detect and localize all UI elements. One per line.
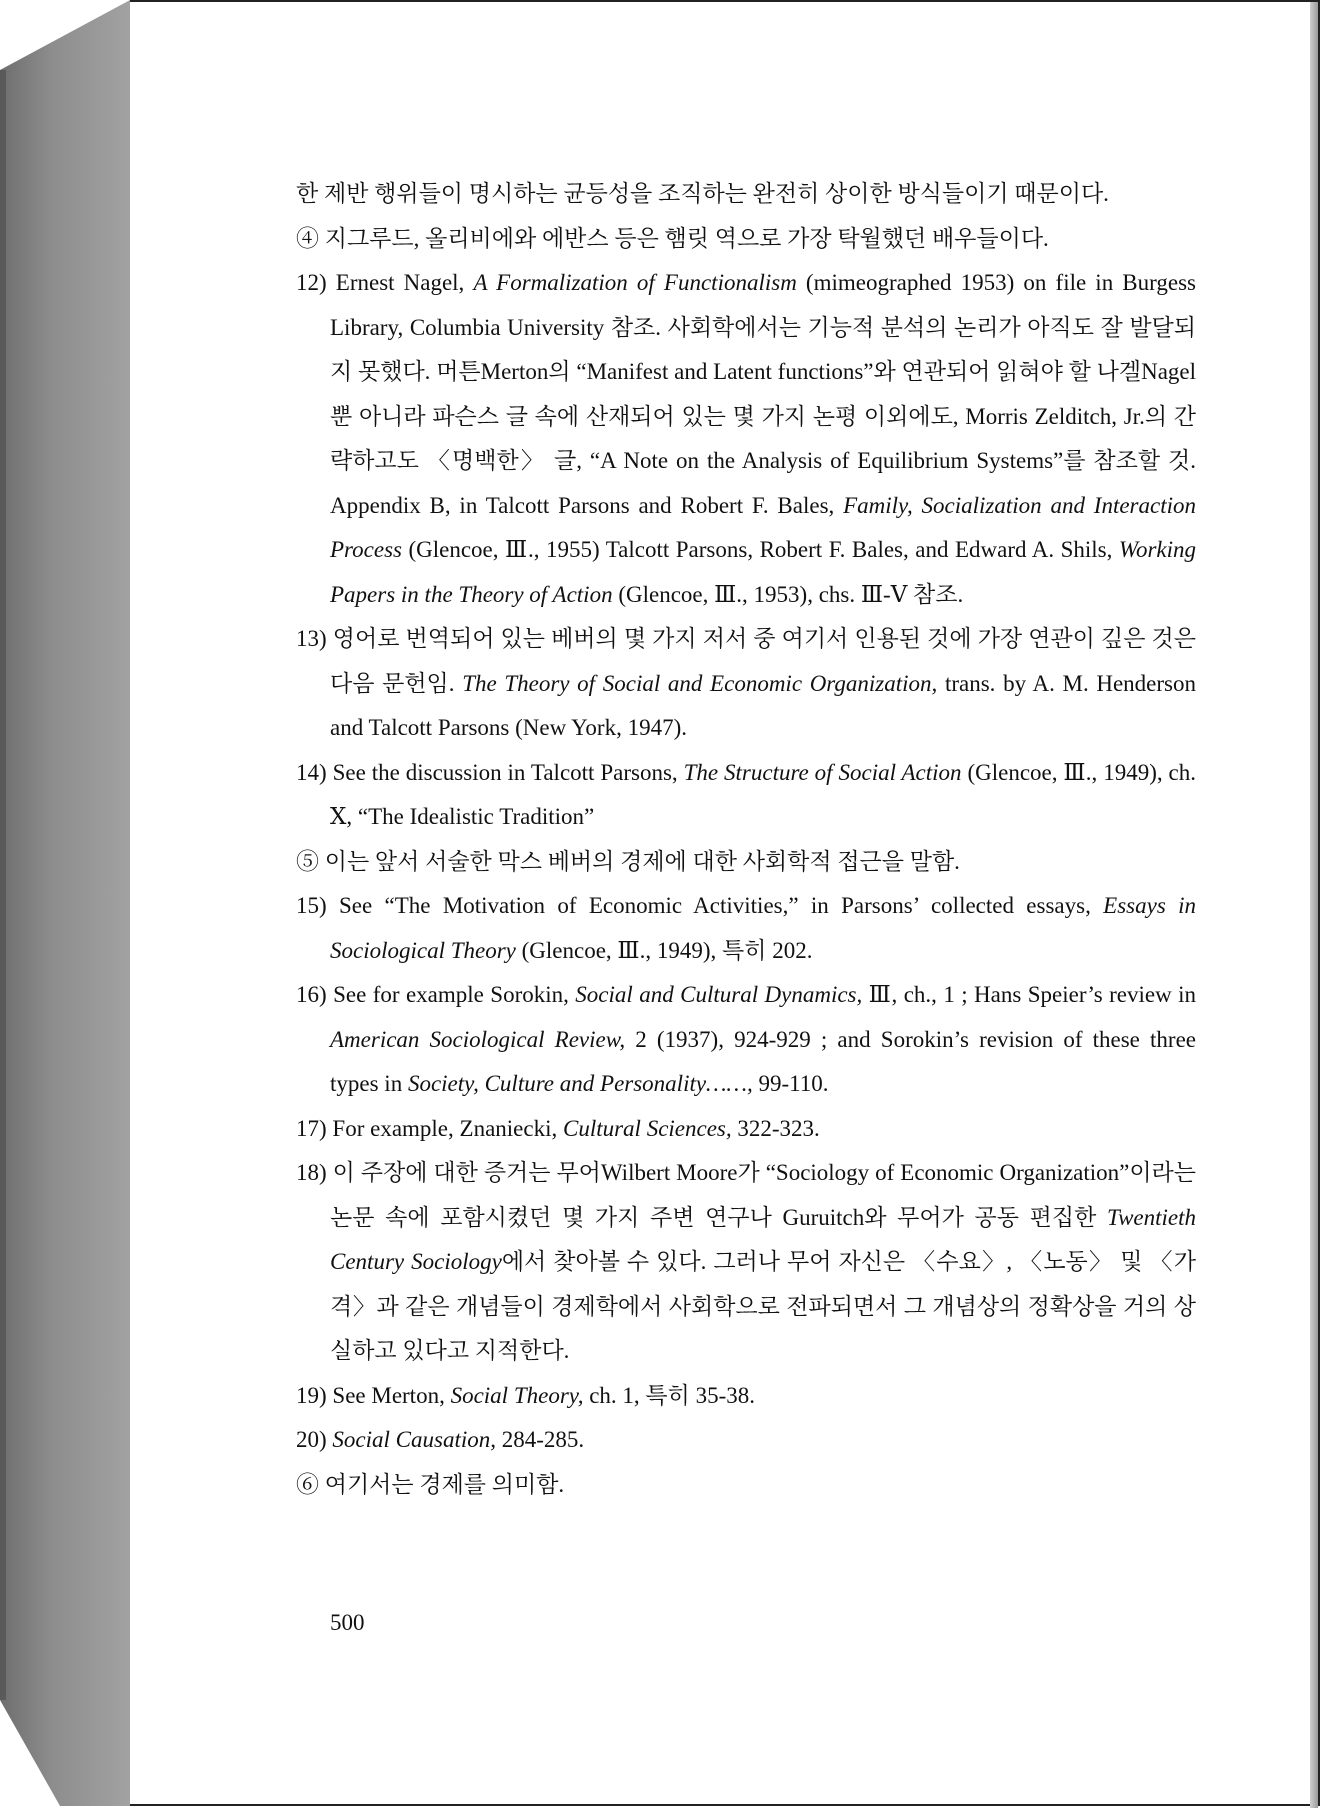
footnote-13: 13) 영어로 번역되어 있는 베버의 몇 가지 저서 중 여기서 인용된 것에 가장 연관이 깊은 것은 다음 문헌임. The Theory of Social and Economic Organization, trans. by A. M. Henderson and Talcott Parsons (New York, 1947). bbox=[296, 626, 1197, 740]
footnote-20: 20) Social Causation, 284-285. bbox=[296, 1427, 585, 1452]
page-edge-shadow bbox=[1310, 2, 1318, 1808]
footnote-15: 15) See “The Motivation of Economic Activities,” in Parsons’ collected essays, Essays in Sociological Theory (Glencoe, Ⅲ., 1949), 특히 202. bbox=[296, 893, 1196, 963]
page-number: 500 bbox=[330, 1610, 365, 1635]
footnote-14: 14) See the discussion in Talcott Parsons, The Structure of Social Action (Glencoe, Ⅲ., 1949), ch. Ⅹ, “The Idealistic Tradition” bbox=[296, 759, 1196, 829]
footnote-12: 12) Ernest Nagel, A Formalization of Functionalism (mimeographed 1953) on file in Burgess Library, Columbia University 참조. 사회학에서는 기능적 분석의 논리가 아직도 잘 발달되지 못했다. 머튼Merton의 “Manifest and Latent functions”와 연관되어 읽혀야 할 나겔Nagel뿐 아니라 파슨스 글 속에 산재되어 있는 몇 가지 논평 이외에도, Morris Zelditch, Jr.의 간략하고도 〈명백한〉 글, “A Note on the Analysis of Equilibrium Systems”를 참조할 것. Appendix B, in Talcott Parsons and Robert F. Bales, Family, Socialization and Interaction Process (Glencoe, Ⅲ., 1955) Talcott Parsons, Robert F. Bales, and Edward A. Shils, Working Papers in the Theory of Action (Glencoe, Ⅲ., 1953), chs. Ⅲ-Ⅴ 참조. bbox=[296, 270, 1196, 607]
notes-text-block bbox=[296, 172, 1196, 1507]
book-spine-edge bbox=[0, 70, 6, 1700]
footnote-17: 17) For example, Znaniecki, Cultural Sciences, 322-323. bbox=[296, 1115, 820, 1141]
footnote-16: 16) See for example Sorokin, Social and Cultural Dynamics, Ⅲ, ch., 1 ; Hans Speier’s review in American Sociological Review, 2 (1937), 924-929 ; and Sorokin’s revision of these three types in Society, Culture and Personality……, 99-110. bbox=[296, 982, 1197, 1096]
continued-line: 한 제반 행위들이 명시하는 균등성을 조직하는 완전히 상이한 방식들이기 때문이다. bbox=[296, 181, 1109, 206]
book-spine-side bbox=[0, 0, 130, 1806]
circled-note-4: ④ 지그루드, 올리비에와 에반스 등은 햄릿 역으로 가장 탁월했던 배우들이다. bbox=[296, 225, 1049, 251]
footnote-19: 19) See Merton, Social Theory, ch. 1, 특히 35-38. bbox=[296, 1382, 756, 1408]
circled-note-6: ⑥ 여기서는 경제를 의미함. bbox=[296, 1471, 565, 1497]
circled-note-5: ⑤ 이는 앞서 서술한 막스 베버의 경제에 대한 사회학적 접근을 말함. bbox=[296, 848, 960, 874]
footnote-18: 18) 이 주장에 대한 증거는 무어Wilbert Moore가 “Sociology of Economic Organization”이라는 논문 속에 포함시켰던 몇 가지 주변 연구나 Guruitch와 무어가 공동 편집한 Twentieth Century Sociology에서 찾아볼 수 있다. 그러나 무어 자신은 〈수요〉, 〈노동〉 및 〈가격〉과 같은 개념들이 경제학에서 사회학으로 전파되면서 그 개념상의 정확상을 거의 상실하고 있다고 지적한다. bbox=[296, 1160, 1197, 1363]
